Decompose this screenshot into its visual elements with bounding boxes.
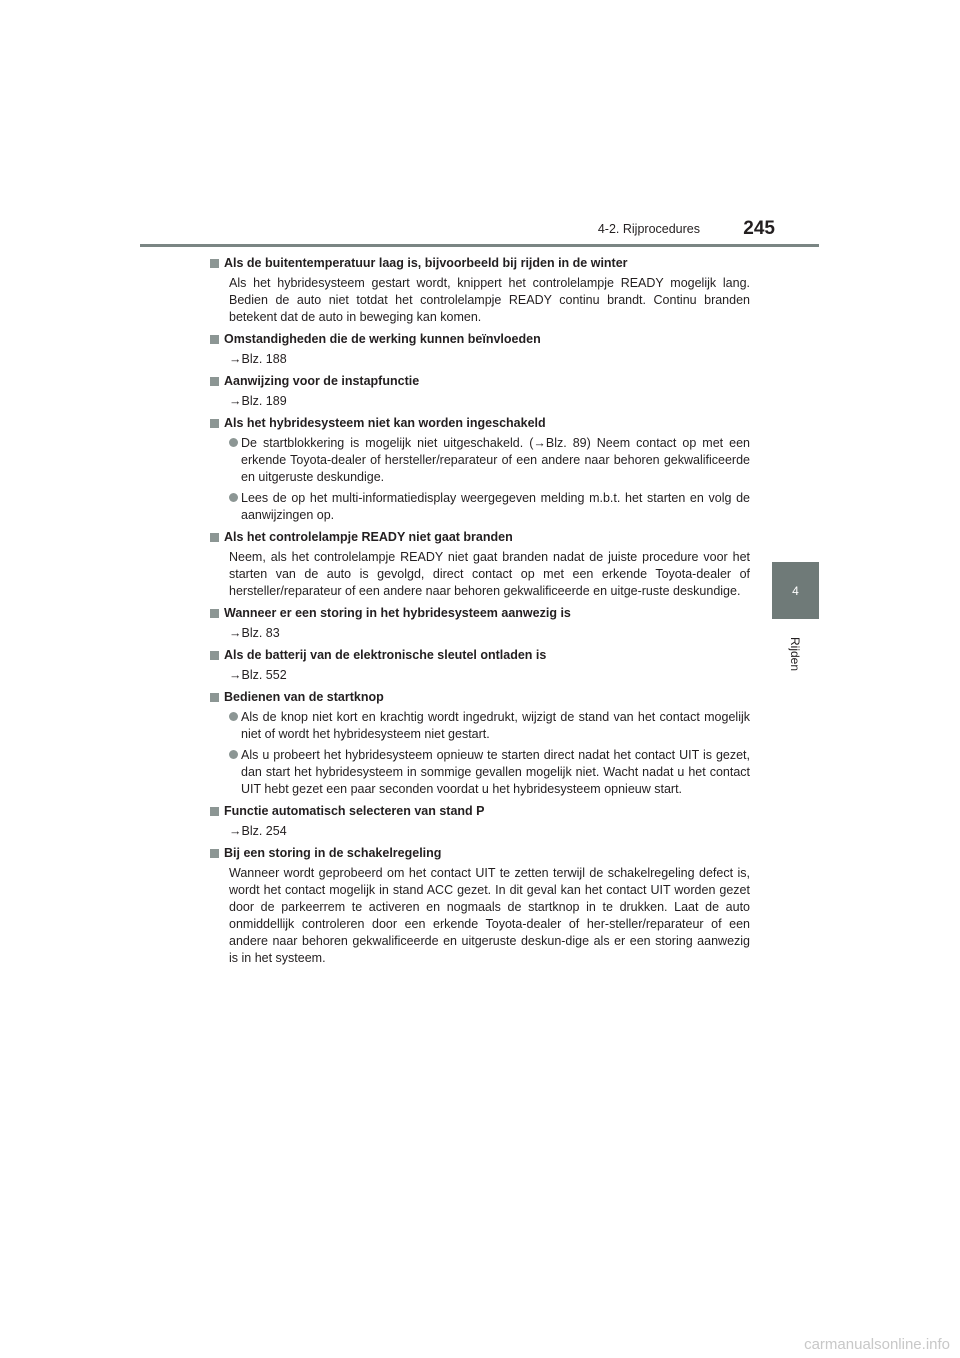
section-title: Functie automatisch selecteren van stand P [210, 803, 750, 820]
header-divider [140, 244, 819, 247]
square-bullet-icon [210, 419, 219, 428]
page-content [210, 255, 750, 972]
section-title: Als de batterij van de elektronische sleutel ontladen is [210, 647, 750, 664]
section-title: Aanwijzing voor de instapfunctie [210, 373, 750, 390]
section-ready-lamp [210, 529, 750, 602]
section-title: Bij een storing in de schakelregeling [210, 845, 750, 862]
header-section-title: 4-2. Rijprocedures [597, 222, 700, 236]
square-bullet-icon [210, 849, 219, 858]
round-bullet-icon [229, 750, 238, 759]
page-reference: →Blz. 552 [229, 668, 287, 682]
round-bullet-icon [229, 438, 238, 447]
chapter-label-text: Rijden [788, 636, 803, 672]
section-paragraph: Neem, als het controlelampje READY niet gaat branden nadat de juiste procedure voor het starten van de auto is gevolgd, direct contact op met een erkende Toyota-dealer of hersteller/reparateur of een andere naar behoren gekwalificeerde en uitge-ruste deskundige. [229, 550, 750, 598]
section-title: Bedienen van de startknop [210, 689, 750, 706]
page-reference: →Blz. 188 [229, 352, 287, 366]
square-bullet-icon [210, 693, 219, 702]
chapter-label [772, 626, 819, 682]
section-shift-malfunction [210, 845, 750, 969]
section-title: Als de buitentemperatuur laag is, bijvoorbeeld bij rijden in de winter [210, 255, 750, 272]
bullet-item: Als de knop niet kort en krachtig wordt ingedrukt, wijzigt de stand van het contact mogelijk niet of wordt het hybridesysteem niet gestart. [229, 709, 750, 743]
page-reference: →Blz. 189 [229, 394, 287, 408]
watermark: carmanualsonline.info [804, 1336, 950, 1353]
page-reference: →Blz. 83 [229, 626, 280, 640]
bullet-item: Lees de op het multi-informatiedisplay weergegeven melding m.b.t. het starten en volg de aanwijzingen op. [229, 490, 750, 524]
section-hybrid-not-starting [210, 415, 750, 526]
chapter-tab: 4 [772, 562, 819, 619]
section-key-battery [210, 647, 750, 686]
bullet-item: Als u probeert het hybridesysteem opnieuw te starten direct nadat het contact UIT is gezet, dan start het hybridesysteem in sommige gevallen mogelijk niet. Wacht nadat u het contact UIT hebt gezet een paar seconden voordat u het hybridesysteem opnieuw start. [229, 747, 750, 798]
section-cold-temperature [210, 255, 750, 328]
section-title: Als het hybridesysteem niet kan worden ingeschakeld [210, 415, 750, 432]
square-bullet-icon [210, 335, 219, 344]
square-bullet-icon [210, 609, 219, 618]
round-bullet-icon [229, 712, 238, 721]
section-hybrid-malfunction [210, 605, 750, 644]
page-reference: →Blz. 254 [229, 824, 287, 838]
section-title: Omstandigheden die de werking kunnen beïnvloeden [210, 331, 750, 348]
section-paragraph: Wanneer wordt geprobeerd om het contact UIT te zetten terwijl de schakelregeling defect is, wordt het contact mogelijk in stand ACC gezet. In dit geval kan het contact UIT worden gezet door de parkeerrem te activeren en nogmaals de startknop in te drukken. Laat de auto onmiddellijk controleren door een erkende Toyota-dealer of her-steller/reparateur of een andere naar behoren gekwalificeerde en uitgeruste deskun-dige als er een storing aanwezig is in het systeem. [229, 866, 750, 965]
bullet-item: De startblokkering is mogelijk niet uitgeschakeld. (→Blz. 89) Neem contact op met een erkende Toyota-dealer of hersteller/reparateur of een andere naar behoren gekwalificeerde en uitgeruste deskundige. [229, 435, 750, 486]
section-entry-function [210, 373, 750, 412]
square-bullet-icon [210, 807, 219, 816]
section-title: Als het controlelampje READY niet gaat branden [210, 529, 750, 546]
square-bullet-icon [210, 533, 219, 542]
page-number: 245 [743, 218, 775, 239]
square-bullet-icon [210, 377, 219, 386]
square-bullet-icon [210, 651, 219, 660]
section-conditions [210, 331, 750, 370]
section-paragraph: Als het hybridesysteem gestart wordt, knippert het controlelampje READY mogelijk lang. Bedien de auto niet totdat het controlelampje READY continu brandt. Continu branden betekent dat de auto in beweging kan komen. [229, 276, 750, 324]
section-start-button [210, 689, 750, 800]
square-bullet-icon [210, 259, 219, 268]
round-bullet-icon [229, 493, 238, 502]
section-auto-p [210, 803, 750, 842]
section-title: Wanneer er een storing in het hybridesysteem aanwezig is [210, 605, 750, 622]
